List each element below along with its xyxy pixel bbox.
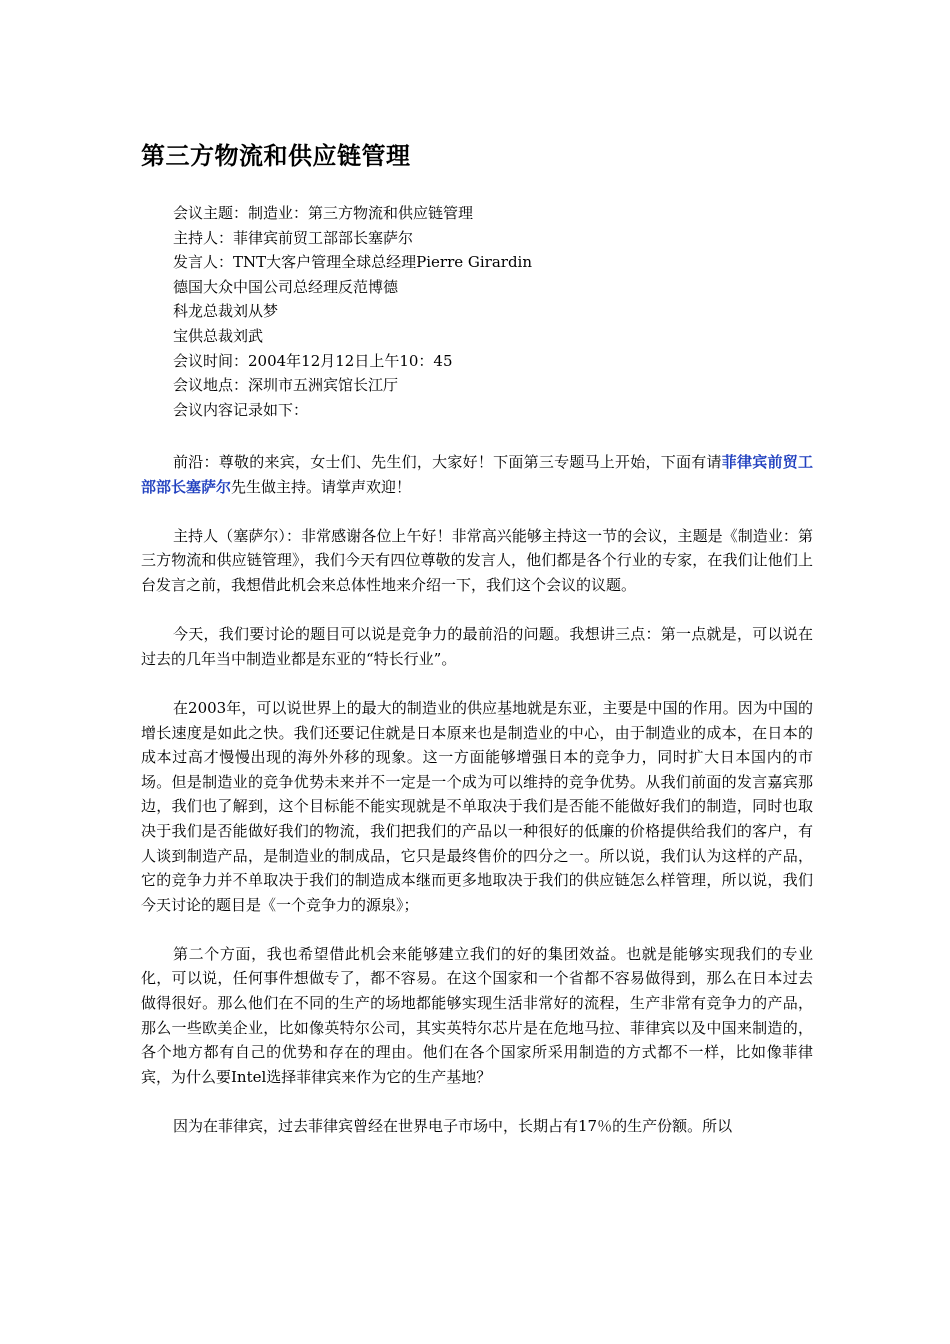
paragraph-second-aspect: 第二个方面，我也希望借此机会来能够建立我们的好的集团效益。也就是能够实现我们的专业化，可以说，任何事件想做专了，都不容易。在这个国家和一个省都不容易做得到，那么在日本过去做得很好。那么他们在不同的生产的场地都能够实现生活非常好的流程，生产非常有竞争力的产品，那么一些欧美企业，比如像英特尔公司，其实英特尔芯片是在危地马拉、菲律宾以及中国来制造的，各个地方都有自己的优势和存在的理由。他们在各个国家所采用制造的方式都不一样，比如像菲律宾，为什么要Intel选择菲律宾来作为它的生产基地？ — [141, 944, 813, 1086]
host-name-link[interactable]: 菲律宾前贸工部部长塞萨尔 — [141, 453, 813, 496]
meeting-speaker: 科龙总裁刘从梦 — [173, 302, 279, 321]
meeting-location: 会议地点：深圳市五洲宾馆长江厅 — [173, 376, 399, 395]
paragraph-host-intro: 主持人（塞萨尔）：非常感谢各位上午好！非常高兴能够主持这一节的会议，主题是《制造业：第三方物流和供应链管理》，我们今天有四位尊敬的发言人，他们都是各个行业的专家，在我们让他们上台发言之前，我想借此机会来总体性地来介绍一下，我们这个会议的议题。 — [141, 526, 813, 594]
meeting-speaker: 宝供总裁刘武 — [173, 326, 264, 345]
meeting-host: 主持人：菲律宾前贸工部部长塞萨尔 — [173, 228, 414, 247]
paragraph-philippines: 因为在菲律宾，过去菲律宾曾经在世界电子市场中，长期占有17％的生产份额。所以 — [173, 1117, 733, 1136]
meeting-time: 会议时间：2004年12月12日上午10：45 — [173, 351, 453, 370]
meeting-topic: 会议主题：制造业：第三方物流和供应链管理 — [173, 204, 474, 222]
document-title: 第三方物流和供应链管理 — [141, 141, 411, 170]
meeting-record-intro: 会议内容记录如下： — [173, 400, 309, 419]
meeting-speaker: 发言人：TNT大客户管理全球总经理Pierre Girardin — [173, 253, 533, 272]
paragraph-topic: 今天，我们要讨论的题目可以说是竞争力的最前沿的问题。我想讲三点：第一点就是，可以说在过去的几年当中制造业都是东亚的“特长行业”。 — [141, 625, 813, 668]
transcript-body — [141, 450, 813, 1163]
paragraph-2003: 在2003年，可以说世界上的最大的制造业的供应基地就是东亚，主要是中国的作用。因为中国的增长速度是如此之快。我们还要记住就是日本原来也是制造业的中心，由于制造业的成本，在日本的成本过高才慢慢出现的海外外移的现象。这一方面能够增强日本的竞争力，同时扩大日本国内的市场。但是制造业的竞争优势未来并不一定是一个成为可以维持的竞争优势。从我们前面的发言嘉宾那边，我们也了解到，这个目标能不能实现就是不单取决于我们是否能不能做好我们的制造，同时也取决于我们是否能做好我们的物流，我们把我们的产品以一种很好的低廉的价格提供给我们的客户，有人谈到制造产品，是制造业的制成品，它只是最终售价的四分之一。所以说，我们认为这样的产品，它的竞争力并不单取决于我们的制造成本继而更多地取决于我们的供应链怎么样管理，所以说，我们今天讨论的题目是《一个竞争力的源泉》； — [141, 698, 813, 914]
meeting-info — [141, 201, 813, 422]
meeting-speaker: 德国大众中国公司总经理反范博德 — [173, 277, 399, 296]
paragraph-opening: 前沿：尊敬的来宾，女士们、先生们，大家好！下面第三专题马上开始，下面有请菲律宾前贸工部部长塞萨尔先生做主持。请掌声欢迎！ — [141, 453, 813, 496]
